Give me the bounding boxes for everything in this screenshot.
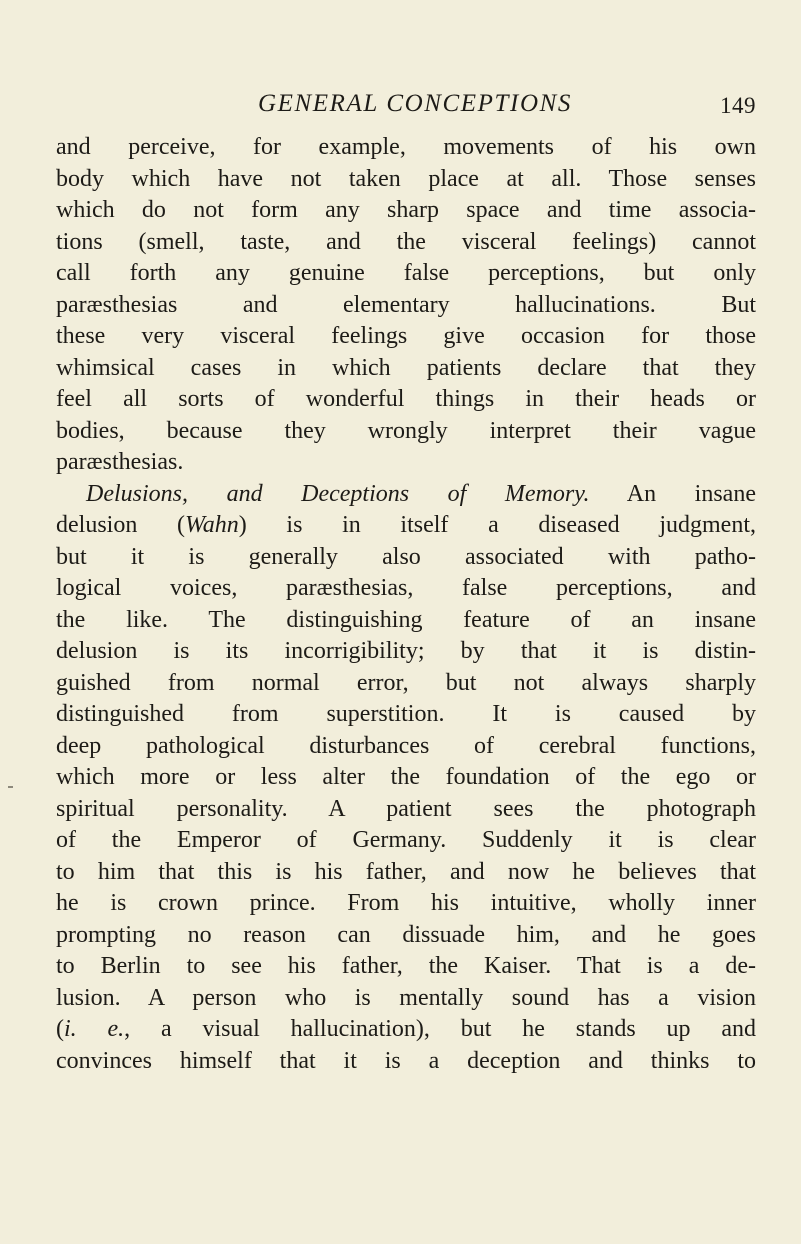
- text-line: bodies, because they wrongly interpret their vague: [56, 417, 756, 444]
- text-line: body which have not taken place at all. Those senses: [56, 165, 756, 192]
- text-line: but it is generally also associated with patho-: [56, 543, 756, 570]
- text-line: these very visceral feelings give occasion for those: [56, 323, 756, 349]
- text-line: convinces himself that it is a deception and thinks to: [56, 1047, 756, 1074]
- text-line: of the Emperor of Germany. Suddenly it is clear: [56, 827, 756, 853]
- running-title: GENERAL CONCEPTIONS: [258, 90, 572, 117]
- abbreviation: i. e.: [64, 1016, 125, 1042]
- body-text: [56, 132, 756, 1077]
- text-line: spiritual personality. A patient sees the photograph: [56, 795, 756, 822]
- text-fragment: (: [56, 1016, 64, 1042]
- text-line: to him that this is his father, and now he believes that: [56, 858, 756, 885]
- text-line: deep pathological disturbances of cerebral functions,: [56, 732, 756, 759]
- text-line: whimsical cases in which patients declare that they: [56, 354, 756, 381]
- text-line: and perceive, for example, movements of his own: [56, 134, 756, 160]
- text-line: he is crown prince. From his intuitive, wholly inner: [56, 890, 756, 916]
- text-line: tions (smell, taste, and the visceral feelings) cannot: [56, 228, 756, 255]
- text-line: logical voices, paræsthesias, false perceptions, and: [56, 575, 756, 601]
- text-line: paræsthesias.: [56, 449, 184, 475]
- section-heading: Delusions, and Deceptions of Memory.: [86, 480, 590, 507]
- running-head: [56, 84, 756, 124]
- text-line: lusion. A person who is mentally sound has a vision: [56, 984, 756, 1011]
- text-line: paræsthesias and elementary hallucinations. But: [56, 291, 756, 318]
- text-line: guished from normal error, but not always sharply: [56, 669, 756, 696]
- text-fragment: An insane: [626, 480, 756, 507]
- text-fragment: delusion (: [56, 512, 185, 538]
- text-line: which do not form any sharp space and time associa-: [56, 197, 756, 223]
- text-line: feel all sorts of wonderful things in their heads or: [56, 386, 756, 412]
- text-fragment: ) is in itself a diseased judgment,: [238, 512, 756, 538]
- german-term: Wahn: [184, 512, 239, 538]
- text-line: the like. The distinguishing feature of an insane: [56, 606, 756, 633]
- text-line: [56, 510, 756, 542]
- text-line: prompting no reason can dissuade him, and he goes: [56, 921, 756, 948]
- margin-mark: [8, 786, 13, 788]
- page-number: 149: [720, 93, 756, 118]
- text-line: to Berlin to see his father, the Kaiser. That is a de-: [56, 953, 756, 979]
- text-line: distinguished from superstition. It is caused by: [56, 701, 756, 727]
- text-line: which more or less alter the foundation of the ego or: [56, 764, 756, 790]
- text-line: call forth any genuine false perceptions, but only: [56, 260, 756, 286]
- text-line: [56, 1014, 756, 1046]
- text-line: delusion is its incorrigibility; by that it is distin-: [56, 638, 756, 664]
- text-fragment: , a visual hallucination), but he stands up and: [124, 1016, 756, 1042]
- text-line-section-start: [56, 479, 756, 511]
